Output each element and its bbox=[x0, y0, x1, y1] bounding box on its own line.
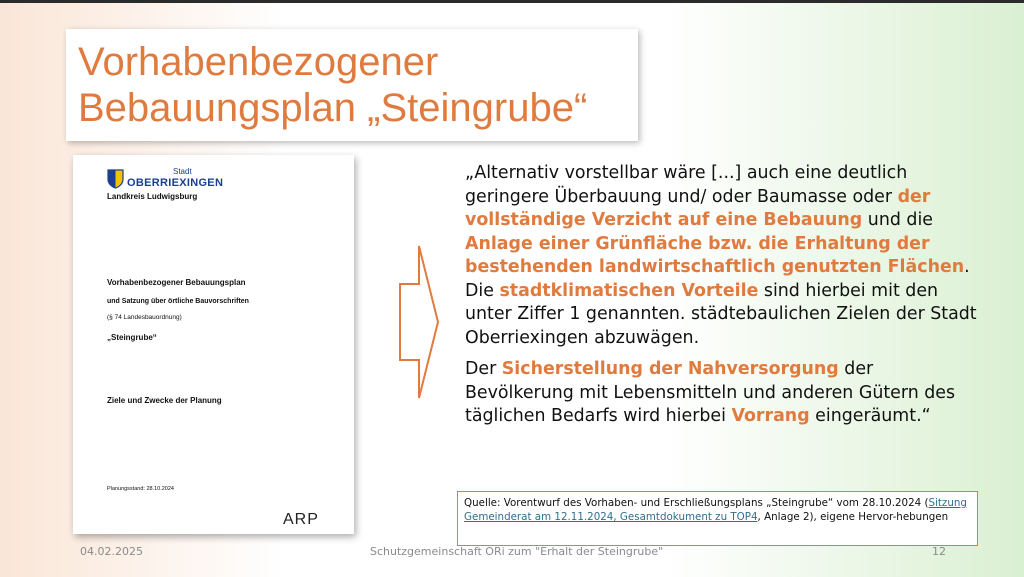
town-logo bbox=[107, 167, 257, 195]
source-box bbox=[457, 491, 978, 546]
footer-date: 04.02.2025 bbox=[80, 545, 143, 558]
footer-center-text: Schutzgemeinschaft ORi zum "Erhalt der Steingrube" bbox=[370, 545, 664, 558]
coat-of-arms-icon bbox=[107, 169, 124, 189]
doc-status: Planungsstand: 28.10.2024 bbox=[107, 486, 174, 492]
footer-page-number: 12 bbox=[932, 545, 946, 558]
quote-text-segment: eingeräumt.“ bbox=[809, 406, 931, 426]
doc-plan-name: „Steingrube“ bbox=[107, 333, 157, 342]
source-suffix: , Anlage 2), eigene Hervor-hebungen bbox=[757, 511, 949, 523]
quote-text-segment: Der bbox=[465, 359, 502, 379]
quote-highlight: Anlage einer Grünfläche bzw. die Erhaltung der bestehenden landwirtschaftlich genutzten Flächen bbox=[465, 233, 965, 277]
quote-text-segment: sind hierbei mit den unter Ziffer 1 genannten. städtebaulichen Zielen der Stadt Oberriexingen abzuwägen. bbox=[465, 280, 977, 348]
quote-highlight: Vorrang bbox=[731, 406, 810, 426]
quote-highlight: stadtklimatischen Vorteile bbox=[499, 280, 759, 301]
top-border-line bbox=[0, 0, 1024, 3]
quote-highlight: der vollständige Verzicht auf eine Bebauung bbox=[465, 186, 931, 230]
quote-paragraph-2 bbox=[465, 358, 985, 429]
doc-subheading: und Satzung über örtliche Bauvorschriften bbox=[107, 298, 249, 305]
document-cover-thumbnail bbox=[73, 155, 354, 534]
quote-paragraph-1 bbox=[465, 162, 985, 350]
quote-text-segment: . Die bbox=[465, 257, 970, 301]
source-link[interactable]: Sitzung Gemeinderat am 12.11.2024, Gesamtdokument zu TOP4 bbox=[464, 497, 967, 523]
firm-logo: ARP bbox=[283, 511, 319, 528]
logo-town-name: OBERRIEXINGEN bbox=[127, 177, 224, 189]
quote-text-segment: „Alternativ vorstellbar wäre [...] auch eine deutlich geringere Überbauung und/ oder Baumasse oder bbox=[465, 163, 908, 207]
title-line-1: Vorhabenbezogener bbox=[78, 40, 439, 84]
quote-text-segment: der Bevölkerung mit Lebensmitteln und anderen Gütern des täglichen Bedarfs wird hierbei bbox=[465, 359, 956, 426]
right-arrow-icon bbox=[397, 242, 441, 402]
title-line-2: Bebauungsplan „Steingrube“ bbox=[78, 86, 588, 130]
quote-highlight: Sicherstellung der Nahversorgung bbox=[501, 359, 839, 379]
quote-text-segment: und die bbox=[862, 210, 933, 230]
quote-text bbox=[465, 162, 985, 437]
doc-district: Landkreis Ludwigsburg bbox=[107, 192, 198, 201]
logo-stadt-label: Stadt bbox=[173, 167, 192, 176]
title-box bbox=[66, 29, 638, 141]
doc-law: (§ 74 Landesbauordnung) bbox=[107, 314, 182, 321]
doc-goals: Ziele und Zwecke der Planung bbox=[107, 396, 222, 405]
doc-heading: Vorhabenbezogener Bebauungsplan bbox=[107, 278, 246, 287]
source-prefix: Quelle: Vorentwurf des Vorhaben- und Erschließungsplans „Steingrube“ vom 28.10.2024 ( bbox=[464, 497, 929, 509]
